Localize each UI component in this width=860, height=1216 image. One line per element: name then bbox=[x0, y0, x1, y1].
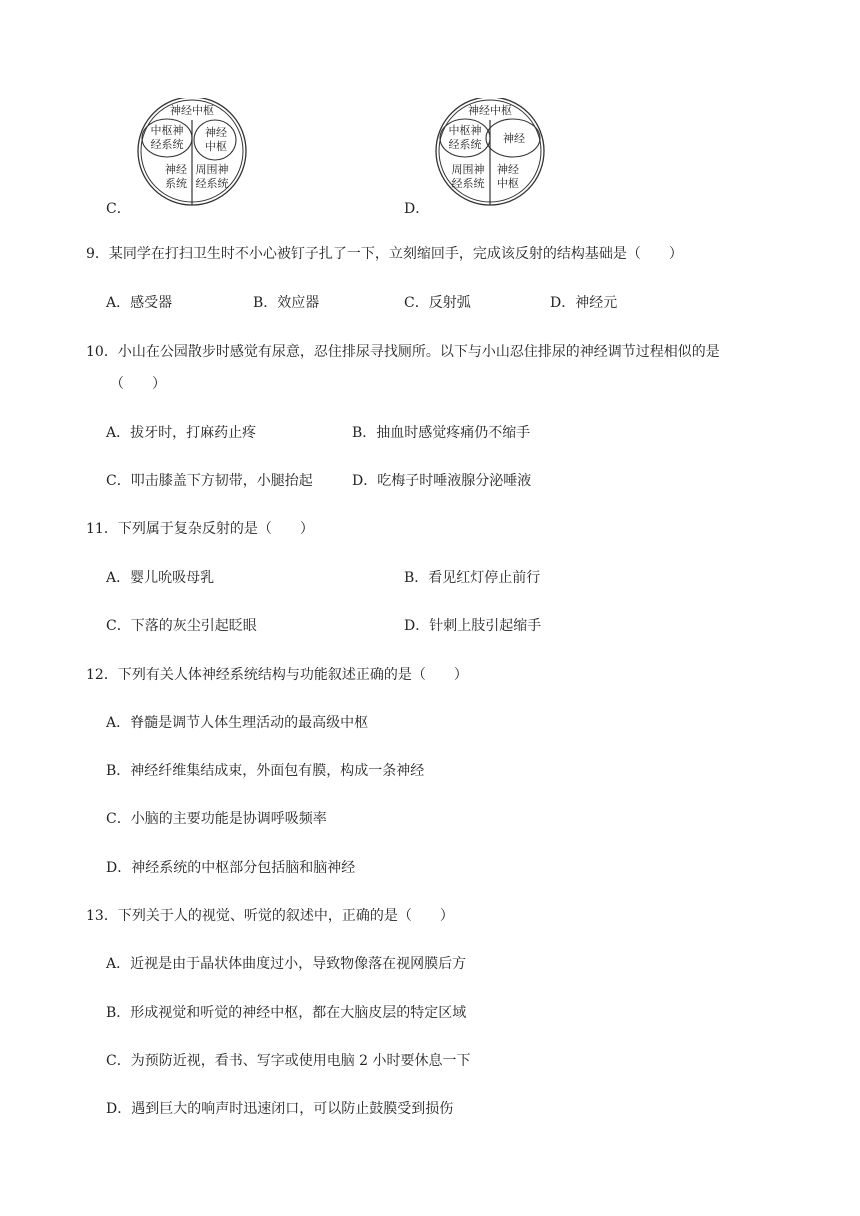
diagram-bottom-right-line2: 中枢 bbox=[497, 177, 519, 190]
question-11-option-c: C．下落的灰尘引起眨眼 bbox=[106, 618, 257, 634]
question-11-stem: 11．下列属于复杂反射的是（ ） bbox=[86, 521, 314, 537]
question-12-option-c: C．小脑的主要功能是协调呼吸频率 bbox=[106, 811, 327, 827]
diagram-bottom-left-line1: 周围神 bbox=[451, 163, 485, 176]
diagram-bottom-left-line1: 神经 bbox=[165, 163, 187, 176]
question-10-stem-continued: （ ） bbox=[110, 376, 166, 392]
question-10-option-d: D．吃梅子时唾液腺分泌唾液 bbox=[352, 473, 532, 489]
question-13-option-b: B．形成视觉和听觉的神经中枢，都在大脑皮层的特定区域 bbox=[106, 1005, 467, 1021]
diagram-bottom-right-line1: 神经 bbox=[497, 163, 519, 176]
option-d-label: D． bbox=[404, 201, 430, 217]
question-9-option-a: A．感受器 bbox=[106, 295, 173, 311]
diagram-right-circle-line1: 神经 bbox=[205, 126, 227, 139]
question-10-option-b: B．抽血时感觉疼痛仍不缩手 bbox=[352, 425, 531, 441]
question-9-option-c: C．反射弧 bbox=[404, 295, 471, 311]
question-13-option-a: A．近视是由于晶状体曲度过小，导致物像落在视网膜后方 bbox=[106, 956, 467, 972]
question-12-stem: 12．下列有关人体神经系统结构与功能叙述正确的是（ ） bbox=[86, 667, 468, 683]
diagram-option-d bbox=[430, 98, 560, 212]
diagram-bottom-left-line2: 经系统 bbox=[451, 177, 485, 190]
concept-circle-diagram-d bbox=[430, 98, 560, 212]
question-12-option-a: A．脊髓是调节人体生理活动的最高级中枢 bbox=[106, 715, 369, 731]
question-10-option-a: A．拔牙时，打麻药止疼 bbox=[106, 425, 257, 441]
diagram-right-circle-line1: 神经 bbox=[503, 132, 525, 145]
concept-circle-diagram-c bbox=[132, 98, 262, 212]
question-9-stem: 9．某同学在打扫卫生时不小心被钉子扎了一下，立刻缩回手，完成该反射的结构基础是（ ） bbox=[86, 246, 683, 262]
diagram-right-circle-line2: 中枢 bbox=[205, 140, 227, 153]
question-13-stem: 13．下列关于人的视觉、听觉的叙述中，正确的是（ ） bbox=[86, 908, 454, 924]
diagram-left-circle-line1: 中枢神 bbox=[448, 124, 482, 137]
question-12-option-b: B．神经纤维集结成束，外面包有膜，构成一条神经 bbox=[106, 763, 425, 779]
diagram-left-circle-line1: 中枢神 bbox=[150, 124, 184, 137]
diagram-left-circle-line2: 经系统 bbox=[150, 138, 184, 151]
question-13-option-c: C．为预防近视，看书、写字或使用电脑 2 小时要休息一下 bbox=[106, 1053, 471, 1069]
question-12-option-d: D．神经系统的中枢部分包括脑和脑神经 bbox=[106, 860, 356, 876]
diagram-option-c bbox=[132, 98, 262, 212]
question-10-stem: 10．小山在公园散步时感觉有尿意，忍住排尿寻找厕所。以下与小山忍住排尿的神经调节过程相似的是 bbox=[86, 344, 720, 360]
question-11-option-b: B．看见红灯停止前行 bbox=[404, 570, 541, 586]
diagram-bottom-left-line2: 系统 bbox=[165, 177, 187, 190]
question-9-option-d: D．神经元 bbox=[550, 295, 618, 311]
diagram-left-circle-line2: 经系统 bbox=[448, 138, 482, 151]
option-c-label: C． bbox=[106, 201, 131, 217]
question-11-option-d: D．针刺上肢引起缩手 bbox=[404, 618, 542, 634]
question-10-option-c: C．叩击膝盖下方韧带，小腿抬起 bbox=[106, 473, 313, 489]
diagram-bottom-right-line1: 周围神 bbox=[195, 163, 229, 176]
diagram-top-label: 神经中枢 bbox=[468, 104, 512, 117]
diagram-bottom-right-line2: 经系统 bbox=[195, 177, 229, 190]
question-11-option-a: A．婴儿吮吸母乳 bbox=[106, 570, 215, 586]
question-9-option-b: B．效应器 bbox=[253, 295, 320, 311]
question-13-option-d: D．遇到巨大的响声时迅速闭口，可以防止鼓膜受到损伤 bbox=[106, 1101, 454, 1117]
diagram-top-label: 神经中枢 bbox=[170, 104, 214, 117]
